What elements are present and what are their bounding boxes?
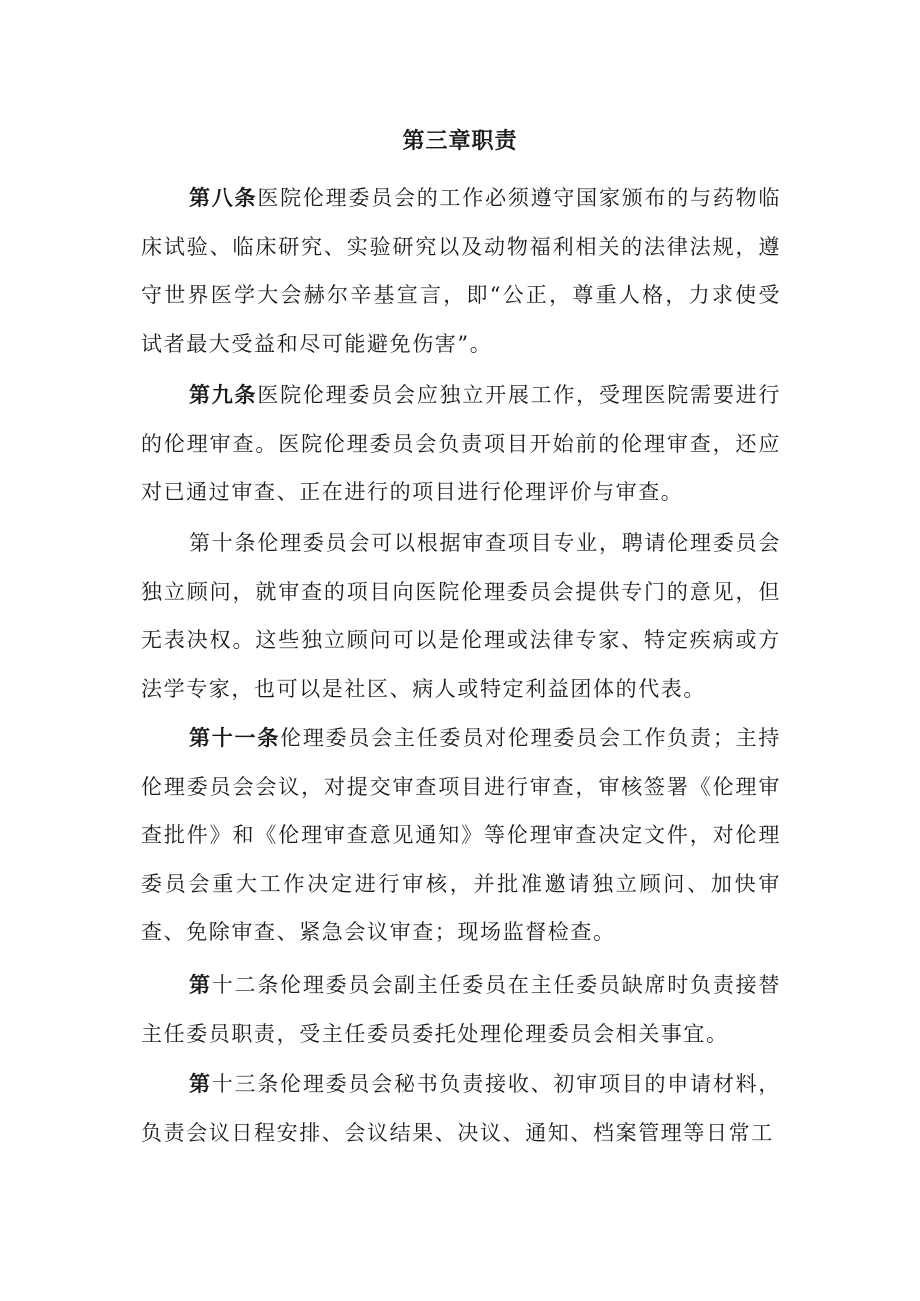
article-13: [141, 1060, 781, 1157]
article-9-text: 医院伦理委员会应独立开展工作，受理医院需要进行的伦理审查。医院伦理委员会负责项目开始前的伦理审查，还应对已通过审查、正在进行的项目进行伦理评价与审查。: [141, 383, 781, 504]
article-11-label: 第十一条: [189, 726, 281, 750]
article-8: [141, 174, 781, 368]
article-13-text: 十三条伦理委员会秘书负责接收、初审项目的申请材料，负责会议日程安排、会议结果、决议、通知、档案管理等日常工: [141, 1072, 781, 1145]
article-8-text: 医院伦理委员会的工作必须遵守国家颁布的与药物临床试验、临床研究、实验研究以及动物福利相关的法律法规，遵守世界医学大会赫尔辛基宣言，即“公正，尊重人格，力求使受试者最大受益和尽可能避免伤害”。: [141, 186, 781, 356]
chapter-title: 第三章职责: [402, 129, 518, 154]
article-9: [141, 371, 781, 517]
article-12-text: 十二条伦理委员会副主任委员在主任委员缺席时负责接替主任委员职责，受主任委员委托处理伦理委员会相关事宜。: [141, 973, 781, 1046]
article-12-label: 第: [189, 973, 212, 997]
article-11-text: 伦理委员会主任委员对伦理委员会工作负责；主持伦理委员会会议，对提交审查项目进行审查，审核签署《伦理审查批件》和《伦理审查意见通知》等伦理审查决定文件，对伦理委员会重大工作决定进行审核，并批准邀请独立顾问、加快审查、免除审查、紧急会议审查；现场监督检查。: [141, 726, 781, 944]
article-8-label: 第八条: [189, 186, 258, 210]
article-9-label: 第九条: [189, 383, 258, 407]
article-10-text: 第十条伦理委员会可以根据审查项目专业，聘请伦理委员会独立顾问，就审查的项目向医院伦理委员会提供专门的意见，但无表决权。这些独立顾问可以是伦理或法律专家、特定疾病或方法学专家，也可以是社区、病人或特定利益团体的代表。: [141, 531, 781, 701]
article-12: [141, 961, 781, 1058]
article-10: [141, 519, 781, 713]
article-13-label: 第: [189, 1072, 212, 1096]
article-11: [141, 714, 781, 957]
